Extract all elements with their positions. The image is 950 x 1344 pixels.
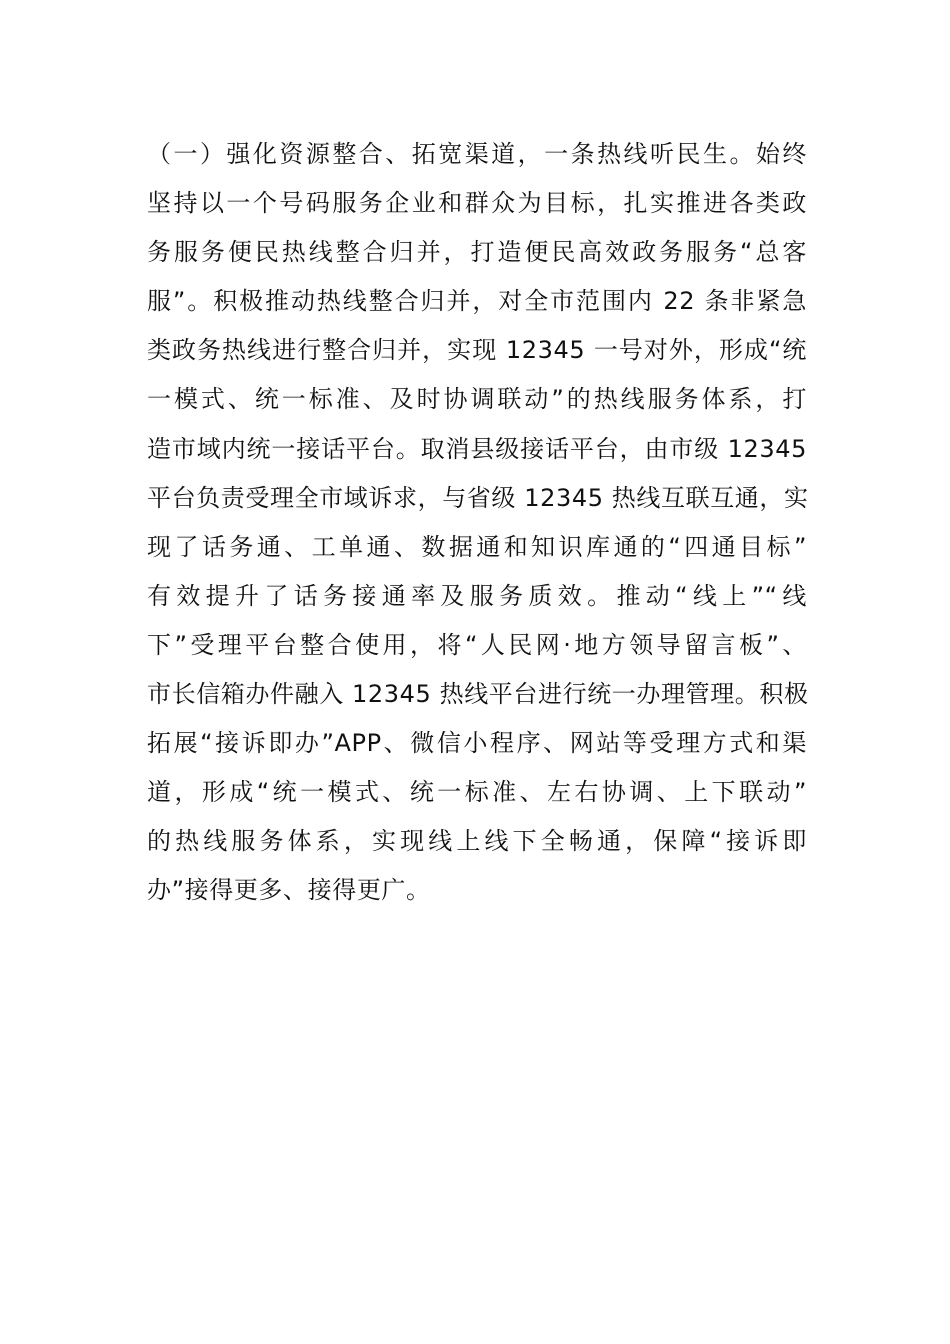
paragraph-line-4: 服”。积极推动热线整合归并，对全市范围内 22 条非紧急 — [147, 287, 807, 316]
paragraph-line-10: 有效提升了话务接通率及服务质效。推动“线上”“线 — [147, 581, 807, 610]
paragraph-line-8: 平台负责受理全市域诉求，与省级 12345 热线互联互通，实 — [147, 483, 809, 512]
paragraph-line-15: 的热线服务体系，实现线上线下全畅通，保障“接诉即 — [147, 827, 807, 856]
paragraph-line-2: 坚持以一个号码服务企业和群众为目标，扎实推进各类政 — [147, 189, 807, 218]
paragraph-line-13: 拓展“接诉即办”APP、微信小程序、网站等受理方式和渠 — [147, 729, 807, 758]
document-paragraph — [147, 130, 807, 916]
paragraph-line-12: 市长信箱办件融入 12345 热线平台进行统一办理管理。积极 — [147, 680, 809, 709]
paragraph-line-7: 造市域内统一接话平台。取消县级接话平台，由市级 12345 — [147, 434, 807, 463]
paragraph-line-11: 下”受理平台整合使用，将“人民网·地方领导留言板”、 — [147, 630, 807, 659]
paragraph-line-6: 一模式、统一标准、及时协调联动”的热线服务体系，打 — [147, 385, 807, 414]
paragraph-line-9: 现了话务通、工单通、数据通和知识库通的“四通目标” — [147, 532, 807, 561]
paragraph-line-5: 类政务热线进行整合归并，实现 12345 一号对外，形成“统 — [147, 336, 807, 365]
paragraph-line-14: 道，形成“统一模式、统一标准、左右协调、上下联动” — [147, 778, 807, 807]
paragraph-line-1: （一）强化资源整合、拓宽渠道，一条热线听民生。始终 — [147, 140, 807, 168]
paragraph-line-3: 务服务便民热线整合归并，打造便民高效政务服务“总客 — [147, 238, 807, 267]
paragraph-line-16: 办”接得更多、接得更广。 — [147, 876, 431, 905]
